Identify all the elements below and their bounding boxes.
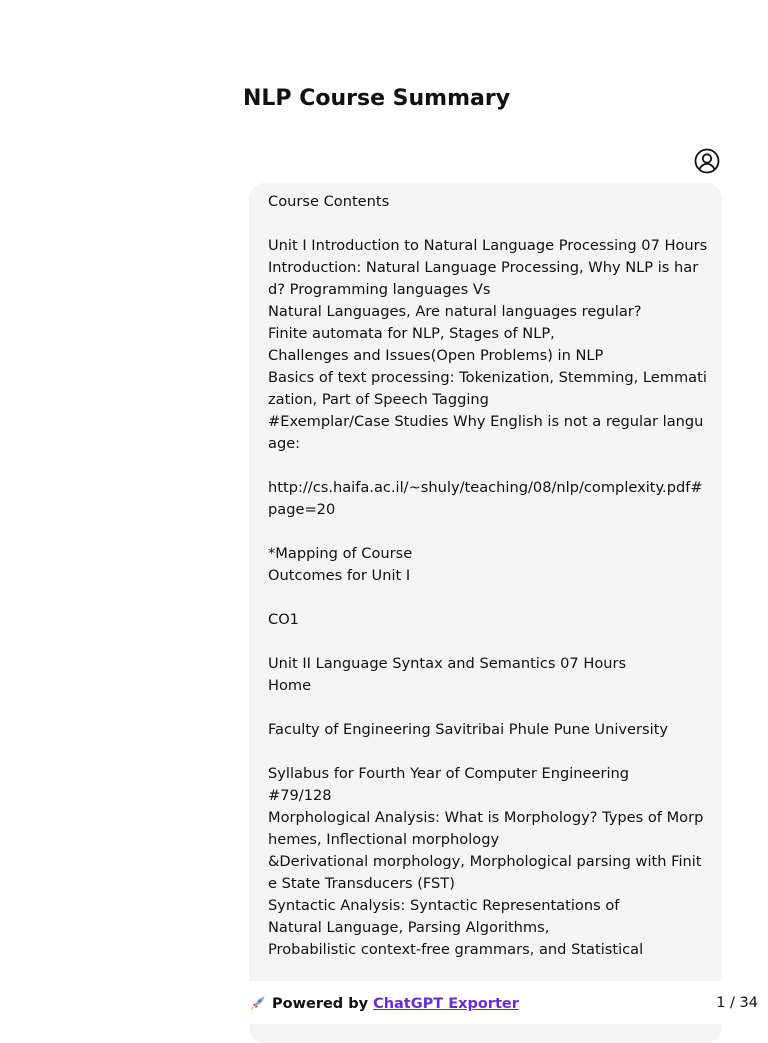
page-title: NLP Course Summary: [243, 86, 511, 111]
page-footer: [0, 981, 768, 1024]
user-message-bubble: [249, 183, 722, 1043]
rocket-icon: [248, 994, 267, 1013]
message-text: Course Contents Unit I Introduction to Natural Language Processing 07 Hours Introduction: Natural Language Processing, Why NLP is hard? Programming languages Vs Natural Languages, Are natural languages regular? Finite automata for NLP, Stages of NLP, Challenges and Issues(Open Problems) in NLP Basics of text processing: Tokenization, Stemming, Lemmatization, Part of Speech Tagging #Exemplar/Case Studies Why English is not a regular language: http://cs.haifa.ac.il/~shuly/teaching/08/nlp/complexity.pdf#page=20 *Mapping of Course Outcomes for Unit I CO1 Unit II Language Syntax and Semantics 07 Hours Home Faculty of Engineering Savitribai Phule Pune University Syllabus for Fourth Year of Computer Engineering #79/128 Morphological Analysis: What is Morphology? Types of Morphemes, Inflectional morphology &Derivational morphology, Morphological parsing with Finite State Transducers (FST) Syntactic Analysis: Syntactic Representations of Natural Language, Parsing Algorithms, Probabilistic context-free grammars, and Statistical: [268, 193, 708, 958]
page-indicator: 1 / 34: [716, 995, 758, 1011]
powered-by-label: Powered by: [272, 995, 369, 1012]
powered-by: [248, 994, 519, 1013]
chatgpt-exporter-link[interactable]: ChatGPT Exporter: [373, 995, 519, 1012]
user-avatar-icon: [694, 148, 720, 174]
